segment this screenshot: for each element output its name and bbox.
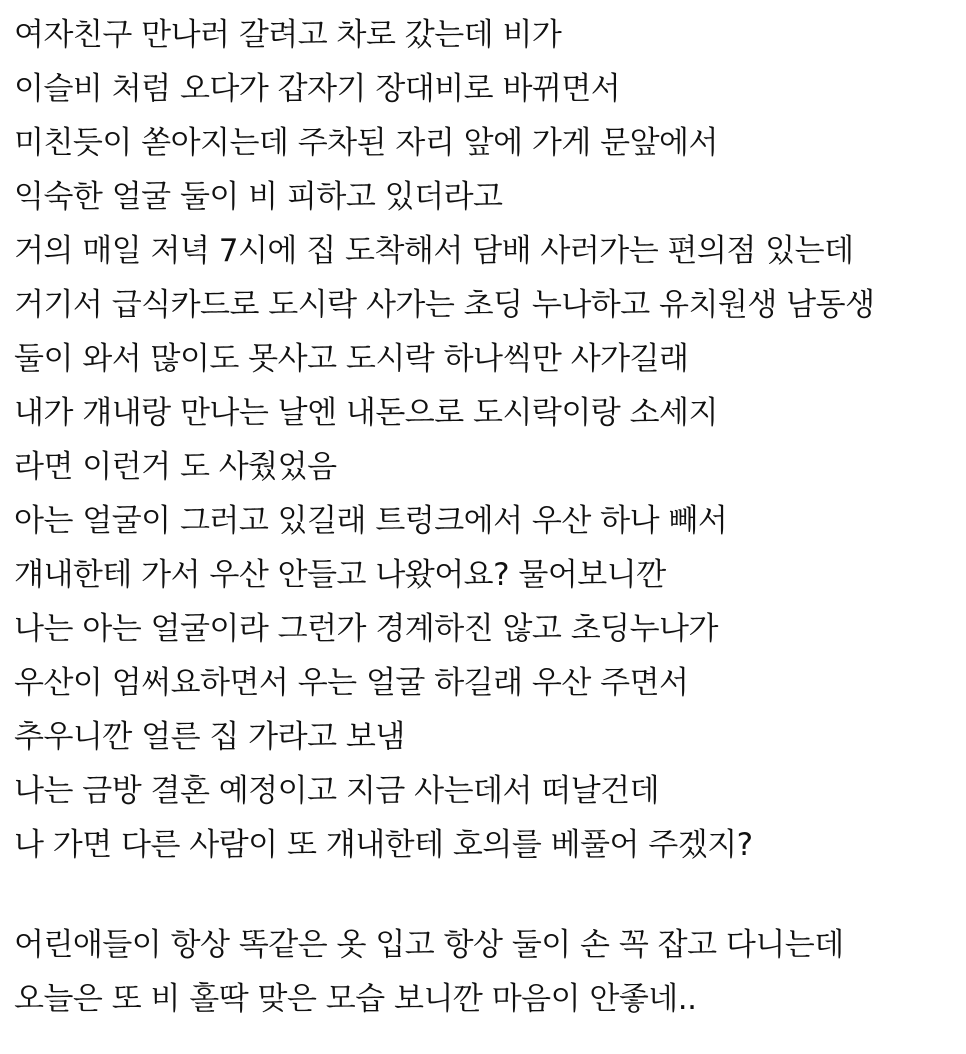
text-line: 내가 걔내랑 만나는 날엔 내돈으로 도시락이랑 소세지 bbox=[14, 395, 718, 431]
text-line: 나 가면 다른 사람이 또 걔내한테 호의를 베풀어 주겠지? bbox=[14, 827, 753, 863]
text-line: 이슬비 처럼 오다가 갑자기 장대비로 바뀌면서 bbox=[14, 71, 621, 107]
text-line: 익숙한 얼굴 둘이 비 피하고 있더라고 bbox=[14, 179, 503, 215]
text-line: 미친듯이 쏟아지는데 주차된 자리 앞에 가게 문앞에서 bbox=[14, 125, 718, 161]
text-line: 오늘은 또 비 홀딱 맞은 모습 보니깐 마음이 안좋네.. bbox=[14, 981, 697, 1017]
paragraph-gap bbox=[14, 872, 959, 918]
paragraph-1 bbox=[14, 8, 959, 872]
text-line: 나는 금방 결혼 예정이고 지금 사는데서 떠날건데 bbox=[14, 773, 660, 809]
text-line: 거의 매일 저녁 7시에 집 도착해서 담배 사러가는 편의점 있는데 bbox=[14, 233, 854, 269]
text-line: 아는 얼굴이 그러고 있길래 트렁크에서 우산 하나 빼서 bbox=[14, 503, 728, 539]
text-line: 우산이 엄써요하면서 우는 얼굴 하길래 우산 주면서 bbox=[14, 665, 689, 701]
text-line: 나는 아는 얼굴이라 그런가 경계하진 않고 초딩누나가 bbox=[14, 611, 718, 647]
text-line: 여자친구 만나러 갈려고 차로 갔는데 비가 bbox=[14, 17, 562, 53]
paragraph-2 bbox=[14, 918, 959, 1026]
text-line: 둘이 와서 많이도 못사고 도시락 하나씩만 사가길래 bbox=[14, 341, 689, 377]
text-line: 추우니깐 얼른 집 가라고 보냄 bbox=[14, 719, 405, 755]
text-line: 어린애들이 항상 똑같은 옷 입고 항상 둘이 손 꼭 잡고 다니는데 bbox=[14, 927, 844, 963]
text-line: 거기서 급식카드로 도시락 사가는 초딩 누나하고 유치원생 남동생 bbox=[14, 287, 875, 323]
text-line: 걔내한테 가서 우산 안들고 나왔어요? 물어보니깐 bbox=[14, 557, 666, 593]
post-body bbox=[14, 8, 959, 1026]
text-line: 라면 이런거 도 사줬었음 bbox=[14, 449, 337, 485]
